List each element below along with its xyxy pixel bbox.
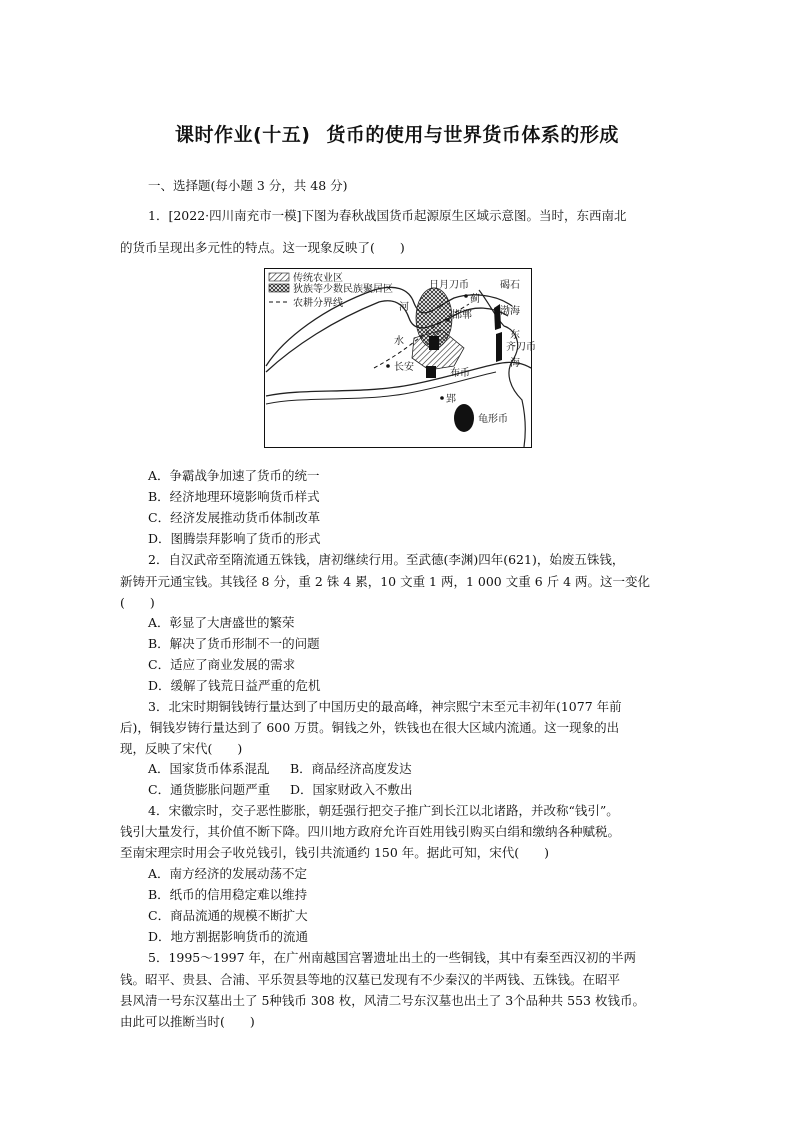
q4-option-c: C．商品流通的规模不断扩大 [148,908,308,923]
title-number: 课时作业(十五) [175,124,311,146]
q4-line-1: 4．宋徽宗时，交子恶性膨胀，朝廷强行把交子推广到长江以北诸路，并改称“钱引”。 [148,803,619,818]
q3-option-d: D．国家财政入不敷出 [290,782,413,797]
turtle-coin-symbol [454,404,474,432]
label-dong: 东 [510,330,520,341]
page-title [0,120,794,147]
label-ji: 蓟 [470,294,480,305]
q2-option-b: B．解决了货币形制不一的问题 [148,636,320,651]
label-jieshi: 碣石 [500,280,520,291]
q3-option-c: C．通货膨胀问题严重 [148,782,271,797]
q5-line-4: 由此可以推断当时( ) [120,1014,255,1029]
legend-agriculture: 传统农业区 [293,273,343,284]
q2-option-d: D．缓解了钱荒日益严重的危机 [148,678,321,693]
label-bubi: 布币 [450,368,470,379]
q5-line-3: 县风清一号东汉墓出土了 5种钱币 308 枚，风清二号东汉墓也出土了 3个品种共 553 枚钱币。 [120,993,645,1008]
q1-option-b: B．经济地理环境影响货币样式 [148,489,320,504]
label-changan: 长安 [394,362,414,373]
knife-coin-2 [496,332,502,362]
coin-symbol-1 [429,336,439,350]
q2-line-3: ( ) [120,595,155,610]
q4-option-b: B．纸币的信用稳定难以维持 [148,887,308,902]
q5-line-1: 5．1995～1997 年，在广州南越国宫署遗址出土的一些铜钱，其中有秦至西汉初的半两 [148,950,637,965]
q1-line-1: 1．[2022·四川南充市一模]下图为春秋战国货币起源原生区域示意图。当时，东西南北 [148,208,627,223]
label-guixing: 龟形币 [478,414,508,425]
label-bohai: 渤海 [500,306,520,317]
q4-line-2: 钱引大量发行，其价值不断下降。四川地方政府允许百姓用钱引购买白绢和缴纳各种赋税。 [120,824,621,839]
label-shui: 水 [394,336,404,347]
legend-minority: 狄族等少数民族聚居区 [293,284,393,295]
label-he: 河 [399,302,409,313]
q2-option-c: C．适应了商业发展的需求 [148,657,296,672]
q3-option-a: A．国家货币体系混乱 [148,761,270,776]
legend-boundary: 农耕分界线 [293,298,343,309]
q2-line-2: 新铸开元通宝钱。其钱径 8 分，重 2 铢 4 累，10 文重 1 两，1 000 文重 6 斤 4 两。这一变化 [120,574,651,589]
q4-option-a: A．南方经济的发展动荡不定 [148,866,308,881]
label-hai: 海 [510,358,520,369]
section-heading: 一、选择题(每小题 3 分，共 48 分) [148,178,348,193]
q1-option-c: C．经济发展推动货币体制改革 [148,510,321,525]
q1-line-2: 的货币呈现出多元性的特点。这一现象反映了( ) [120,240,405,255]
q4-option-d: D．地方割据影响货币的流通 [148,929,309,944]
coin-symbol-2 [426,366,436,378]
q3-option-b: B．商品经济高度发达 [290,761,412,776]
currency-origin-map [264,268,536,448]
label-qidao: 齐刀币 [506,342,536,353]
q3-line-1: 3．北宋时期铜钱铸行量达到了中国历史的最高峰，神宗熙宁末至元丰初年(1077 年前 [148,699,622,714]
q5-line-2: 钱。昭平、贵县、合浦、平乐贺县等地的汉墓已发现有不少秦汉的半两钱、五铢钱。在昭平 [120,972,621,987]
label-handan: 邯郸 [452,310,472,321]
q2-line-1: 2．自汉武帝至隋流通五铢钱，唐初继续行用。至武德(李渊)四年(621)，始废五铢钱， [148,552,625,567]
label-ying: 郢 [446,394,456,405]
q3-line-3: 现，反映了宋代( ) [120,741,243,756]
q4-line-3: 至南宋理宗时用会子收兑钱引，钱引共流通约 150 年。据此可知，宋代( ) [120,845,550,860]
q1-option-a: A．争霸战争加速了货币的统一 [148,468,320,483]
label-riyue: 日月刀币 [429,280,469,291]
title-topic: 货币的使用与世界货币体系的形成 [326,124,619,146]
q2-option-a: A．彰显了大唐盛世的繁荣 [148,615,295,630]
q1-option-d: D．图腾崇拜影响了货币的形式 [148,531,321,546]
q3-line-2: 后)，铜钱岁铸行量达到了 600 万贯。铜钱之外，铁钱也在很大区域内流通。这一现象的出 [120,720,620,735]
